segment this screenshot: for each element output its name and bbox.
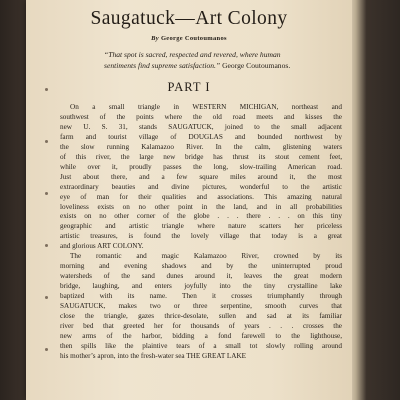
quote-line-text: sentiments find supreme satisfaction.” xyxy=(104,60,221,70)
table-surface xyxy=(352,0,400,400)
byline xyxy=(26,35,352,42)
text-line: The romantic and magic Kalamazoo River, crowned by its xyxy=(70,252,342,261)
text-line: exists on no other corner of the globe . . . there . . . on this tiny xyxy=(60,212,342,221)
text-line: geographic and artistic triangle where nature scatters her priceless xyxy=(60,222,342,231)
binding-hole xyxy=(45,140,48,143)
quote-line xyxy=(104,61,344,72)
text-line: close the triangle, gazes thrice-desolate, sullen and sad at its familiar xyxy=(60,312,342,321)
paragraph-2 xyxy=(60,252,342,361)
text-line: his mother’s apron, into the fresh-water sea THE GREAT LAKE xyxy=(60,351,247,360)
text-line: of this river, the large new bridge has thrust its stout cement feet, xyxy=(60,152,342,161)
text-line: loveliness exists on no other point in the land, and in all probabilities xyxy=(60,202,342,211)
text-line: and glorious ART COLONY. xyxy=(60,242,144,251)
text-line: the slow running Kalamazoo River. In the calm, glistening waters xyxy=(60,142,342,151)
paragraph-1 xyxy=(60,103,342,252)
text-line: SAUGATUCK, makes two or three serpentine, smooth curves that xyxy=(60,302,342,311)
text-line: river bed that greeted her for thousands of years . . . crosses the xyxy=(60,321,342,330)
text-line: morning and evening shadows and by the uninterrupted proud xyxy=(60,262,342,271)
text-line: bridge, laughing, and enters joyfully into the tiny crystalline lake xyxy=(60,282,342,291)
text-line: watersheds of the sand dunes around it, leaves the great modern xyxy=(60,272,342,281)
byline-prefix: By xyxy=(151,35,159,42)
text-line: farm and tourist village of DOUGLAS and bounded northwest by xyxy=(60,132,342,141)
byline-author: George Coutoumanos xyxy=(160,35,227,42)
quote-line: “That spot is sacred, respected and revered, where human xyxy=(104,50,281,59)
text-line: baptized with its name. Then it crosses triumphantly through xyxy=(60,292,342,301)
part-heading: PART I xyxy=(167,80,211,94)
binding-hole xyxy=(45,244,48,247)
text-line: southwest of the points where the old road meets and kisses the xyxy=(60,112,342,121)
binding-hole xyxy=(45,192,48,195)
text-line: extraordinary beauties and divine pictures, wonderful to the artistic xyxy=(60,182,342,191)
text-line: eye of man for their qualities and associations. This amazing natural xyxy=(60,192,342,201)
book-page xyxy=(26,0,352,400)
text-line: new arms of the harbor, bidding a fond farewell to the lighthouse, xyxy=(60,331,342,340)
epigraph-quote xyxy=(104,50,344,71)
text-line: new U. S. 31, stands SAUGATUCK, joined to the small adjacent xyxy=(60,122,342,131)
text-line: On a small triangle in WESTERN MICHIGAN, northeast and xyxy=(70,103,342,111)
text-line: while over it, proudly passes the long, slow-trailing American road. xyxy=(60,162,342,171)
page-title: Saugatuck—Art Colony xyxy=(90,8,288,29)
quote-attribution: George Coutoumanos. xyxy=(222,60,291,70)
text-line: then spills like the plaintive tears of a small tot slowly rolling around xyxy=(60,341,342,350)
binding-hole xyxy=(45,348,48,351)
body-text xyxy=(60,103,342,362)
binding-hole xyxy=(45,296,48,299)
text-line: artistic treasures, is found the lovely village that today is a great xyxy=(60,232,342,241)
text-line: Just about there, and a few square miles around it, the most xyxy=(60,172,342,181)
